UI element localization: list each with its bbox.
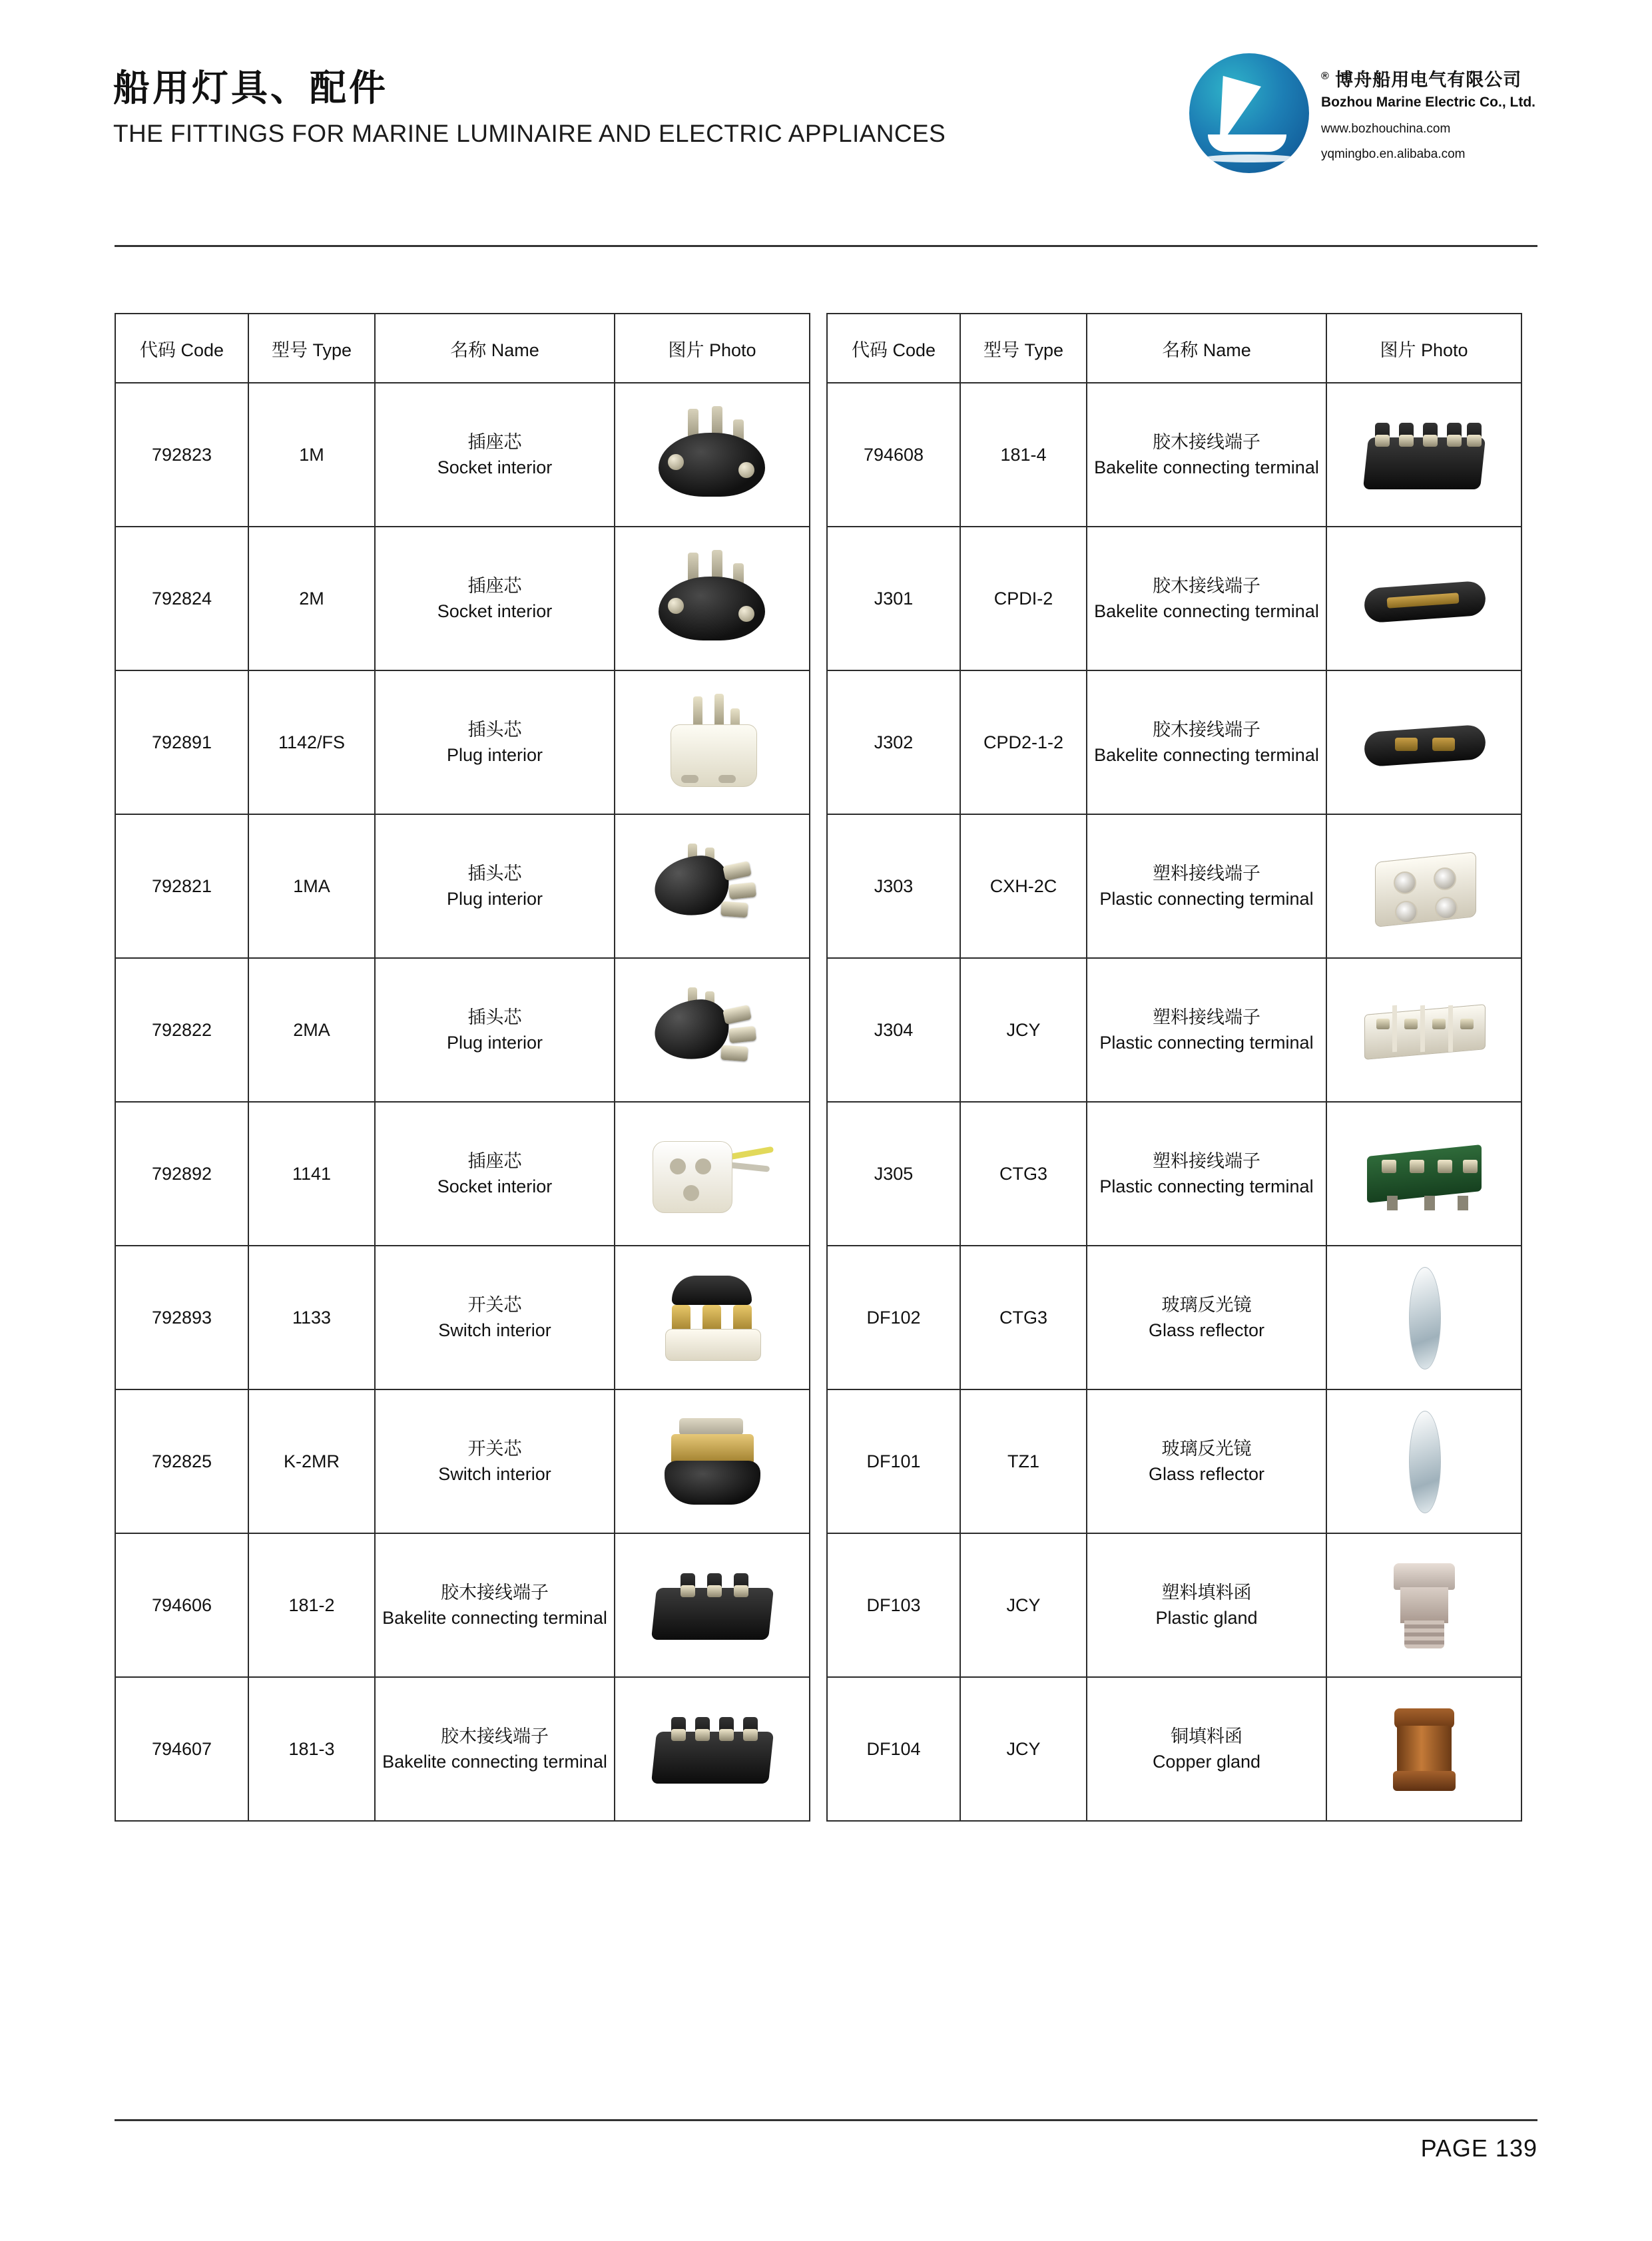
column-header-photo: 图片 Photo (615, 314, 810, 383)
cell-name (375, 958, 615, 1102)
cell-name-en: Plastic gland (1155, 1608, 1258, 1628)
cell-name-en: Plastic connecting terminal (1099, 889, 1314, 909)
company-name-cn (1321, 68, 1535, 92)
cell-photo (615, 1389, 810, 1533)
product-photo-bakelite-terminal (1331, 396, 1517, 513)
cell-name-en: Plug interior (446, 889, 543, 909)
cell-type: TZ1 (960, 1389, 1087, 1533)
column-header-name: 名称 Name (375, 314, 615, 383)
product-tables (115, 313, 1537, 1822)
cell-photo (615, 1246, 810, 1389)
cell-name (375, 1102, 615, 1246)
cell-code: 794606 (115, 1533, 248, 1677)
company-name-cn-text: 博舟船用电气有限公司 (1335, 70, 1522, 90)
cell-code: 794607 (115, 1677, 248, 1821)
cell-name-en: Switch interior (438, 1320, 551, 1340)
product-photo-socket-with-wire (619, 1115, 805, 1232)
page-header (0, 53, 1652, 226)
cell-photo (615, 814, 810, 958)
cell-type: CXH-2C (960, 814, 1087, 958)
cell-name-cn: 插头芯 (467, 1007, 522, 1027)
table-row (115, 670, 810, 814)
cell-name (1087, 527, 1326, 670)
cell-name-en: Bakelite connecting terminal (1094, 601, 1319, 621)
table-row (115, 527, 810, 670)
cell-name (375, 1389, 615, 1533)
product-photo-switch-interior (619, 1403, 805, 1520)
cell-name-cn: 插座芯 (467, 431, 522, 452)
product-photo-bakelite-terminal (619, 1690, 805, 1808)
table-row (115, 1389, 810, 1533)
table-row (827, 814, 1521, 958)
registered-mark-icon: ® (1320, 71, 1330, 82)
cell-name-en: Bakelite connecting terminal (382, 1752, 607, 1772)
cell-name (1087, 383, 1326, 527)
cell-type: JCY (960, 958, 1087, 1102)
product-table-left (115, 313, 810, 1822)
cell-code: J304 (827, 958, 960, 1102)
product-photo-socket-interior (619, 540, 805, 657)
cell-name-en: Bakelite connecting terminal (1094, 745, 1319, 765)
cell-type: CPD2-1-2 (960, 670, 1087, 814)
cell-type: 2M (248, 527, 375, 670)
product-photo-socket-interior (619, 396, 805, 513)
product-photo-glass-reflector (1331, 1259, 1517, 1376)
cell-photo (615, 958, 810, 1102)
cell-photo (1326, 958, 1521, 1102)
column-header-photo: 图片 Photo (1326, 314, 1521, 383)
cell-photo (1326, 1389, 1521, 1533)
cell-photo (615, 527, 810, 670)
cell-type: 1MA (248, 814, 375, 958)
cell-photo (615, 383, 810, 527)
product-photo-plug-interior (619, 971, 805, 1089)
cell-name-en: Copper gland (1152, 1752, 1261, 1772)
footer-divider (115, 2119, 1537, 2121)
cell-type: 1M (248, 383, 375, 527)
cell-name (1087, 958, 1326, 1102)
product-photo-plastic-terminal (1331, 828, 1517, 945)
product-photo-bakelite-strip (1331, 540, 1517, 657)
cell-type: 1133 (248, 1246, 375, 1389)
cell-code: 792821 (115, 814, 248, 958)
cell-name-en: Bakelite connecting terminal (1094, 457, 1319, 477)
cell-name-cn: 塑料接线端子 (1153, 1007, 1260, 1027)
cell-name (1087, 1389, 1326, 1533)
product-photo-bakelite-strip (1331, 684, 1517, 801)
product-photo-plug-interior-white (619, 684, 805, 801)
cell-name-en: Socket interior (437, 457, 553, 477)
product-photo-bakelite-terminal (619, 1547, 805, 1664)
cell-photo (1326, 1102, 1521, 1246)
column-header-code: 代码 Code (827, 314, 960, 383)
column-header-type: 型号 Type (960, 314, 1087, 383)
table-row (115, 814, 810, 958)
column-header-name: 名称 Name (1087, 314, 1326, 383)
cell-name-en: Socket interior (437, 601, 553, 621)
product-photo-green-terminal-block (1331, 1115, 1517, 1232)
cell-type: 2MA (248, 958, 375, 1102)
cell-name-cn: 铜填料函 (1171, 1726, 1242, 1746)
cell-photo (615, 1677, 810, 1821)
cell-code: J302 (827, 670, 960, 814)
cell-name-en: Plastic connecting terminal (1099, 1033, 1314, 1053)
cell-name-cn: 插座芯 (467, 575, 522, 596)
header-divider (115, 245, 1537, 247)
cell-photo (1326, 1677, 1521, 1821)
cell-code: 792825 (115, 1389, 248, 1533)
page-number: PAGE 139 (1420, 2134, 1537, 2162)
cell-photo (1326, 1533, 1521, 1677)
company-name-en: Bozhou Marine Electric Co., Ltd. (1320, 95, 1535, 111)
table-row (115, 1533, 810, 1677)
cell-type: CTG3 (960, 1102, 1087, 1246)
cell-name (375, 1533, 615, 1677)
cell-code: DF104 (827, 1677, 960, 1821)
cell-name (375, 527, 615, 670)
cell-code: J301 (827, 527, 960, 670)
cell-name (1087, 1246, 1326, 1389)
cell-name (375, 670, 615, 814)
cell-name-cn: 玻璃反光镜 (1161, 1438, 1252, 1459)
table-row (115, 958, 810, 1102)
header-titles (113, 68, 946, 147)
cell-type: JCY (960, 1677, 1087, 1821)
cell-code: J305 (827, 1102, 960, 1246)
cell-photo (615, 1533, 810, 1677)
cell-type: K-2MR (248, 1389, 375, 1533)
cell-name-cn: 胶木接线端子 (1153, 431, 1260, 452)
cell-photo (1326, 1246, 1521, 1389)
cell-code: 792893 (115, 1246, 248, 1389)
company-alibaba-url: yqmingbo.en.alibaba.com (1320, 147, 1466, 162)
cell-name (375, 1246, 615, 1389)
cell-name (1087, 814, 1326, 958)
cell-name-en: Switch interior (438, 1464, 551, 1484)
product-photo-switch-interior (619, 1259, 805, 1376)
product-photo-plastic-terminal-strip (1331, 971, 1517, 1089)
company-info (1321, 53, 1535, 164)
table-row (827, 1389, 1521, 1533)
cell-code: 792823 (115, 383, 248, 527)
table-row (827, 670, 1521, 814)
column-header-code: 代码 Code (115, 314, 248, 383)
cell-name-en: Plastic connecting terminal (1099, 1176, 1314, 1196)
cell-type: CTG3 (960, 1246, 1087, 1389)
product-table-right (826, 313, 1522, 1822)
table-row (827, 1533, 1521, 1677)
cell-type: 1142/FS (248, 670, 375, 814)
company-website: www.bozhouchina.com (1320, 121, 1451, 136)
cell-type: 181-2 (248, 1533, 375, 1677)
cell-photo (1326, 814, 1521, 958)
cell-name (375, 1677, 615, 1821)
cell-name (1087, 1677, 1326, 1821)
cell-type: 1141 (248, 1102, 375, 1246)
table-row (827, 1102, 1521, 1246)
table-row (827, 1677, 1521, 1821)
cell-name-cn: 塑料填料函 (1161, 1582, 1252, 1603)
cell-name-cn: 塑料接线端子 (1153, 863, 1260, 883)
cell-name-cn: 胶木接线端子 (441, 1726, 549, 1746)
cell-name-cn: 胶木接线端子 (1153, 719, 1260, 740)
cell-name-en: Socket interior (437, 1176, 553, 1196)
table-row (115, 383, 810, 527)
cell-type: 181-4 (960, 383, 1087, 527)
column-header-type: 型号 Type (248, 314, 375, 383)
cell-code: 792891 (115, 670, 248, 814)
ship-logo-icon (1189, 53, 1309, 173)
cell-name-cn: 开关芯 (467, 1294, 522, 1315)
cell-name-en: Glass reflector (1148, 1464, 1265, 1484)
cell-name (1087, 1102, 1326, 1246)
cell-photo (615, 670, 810, 814)
cell-name-cn: 开关芯 (467, 1438, 522, 1459)
cell-name (1087, 1533, 1326, 1677)
table-row (827, 958, 1521, 1102)
cell-code: 792824 (115, 527, 248, 670)
cell-name-cn: 玻璃反光镜 (1161, 1294, 1252, 1315)
table-row (827, 1246, 1521, 1389)
cell-code: DF102 (827, 1246, 960, 1389)
cell-name-cn: 塑料接线端子 (1153, 1150, 1260, 1171)
table-row (827, 383, 1521, 527)
cell-name-cn: 插头芯 (467, 863, 522, 883)
cell-code: J303 (827, 814, 960, 958)
cell-code: DF103 (827, 1533, 960, 1677)
cell-name-en: Plug interior (446, 745, 543, 765)
cell-type: CPDI-2 (960, 527, 1087, 670)
cell-name-en: Plug interior (446, 1033, 543, 1053)
cell-code: DF101 (827, 1389, 960, 1533)
table-row (827, 527, 1521, 670)
cell-name-en: Bakelite connecting terminal (382, 1608, 607, 1628)
product-photo-plastic-gland (1331, 1547, 1517, 1664)
table-row (115, 1246, 810, 1389)
cell-name (375, 814, 615, 958)
cell-type: JCY (960, 1533, 1087, 1677)
cell-photo (1326, 527, 1521, 670)
page-title-cn: 船用灯具、配件 (113, 67, 389, 109)
table-row (115, 1102, 810, 1246)
cell-name-cn: 胶木接线端子 (441, 1582, 549, 1603)
cell-name (375, 383, 615, 527)
cell-type: 181-3 (248, 1677, 375, 1821)
page-title-en: THE FITTINGS FOR MARINE LUMINAIRE AND ELECTRIC APPLIANCES (113, 119, 946, 147)
cell-name-en: Glass reflector (1148, 1320, 1265, 1340)
product-photo-plug-interior (619, 828, 805, 945)
cell-code: 792822 (115, 958, 248, 1102)
cell-photo (1326, 670, 1521, 814)
product-photo-copper-gland (1331, 1690, 1517, 1808)
table-row (115, 1677, 810, 1821)
cell-code: 792892 (115, 1102, 248, 1246)
cell-name-cn: 插头芯 (467, 719, 522, 740)
cell-code: 794608 (827, 383, 960, 527)
table-header-row (115, 314, 810, 383)
cell-photo (1326, 383, 1521, 527)
table-header-row (827, 314, 1521, 383)
cell-name-cn: 胶木接线端子 (1153, 575, 1260, 596)
product-photo-glass-reflector (1331, 1403, 1517, 1520)
cell-name-cn: 插座芯 (467, 1150, 522, 1171)
cell-photo (615, 1102, 810, 1246)
cell-name (1087, 670, 1326, 814)
company-logo-block (1189, 53, 1535, 173)
